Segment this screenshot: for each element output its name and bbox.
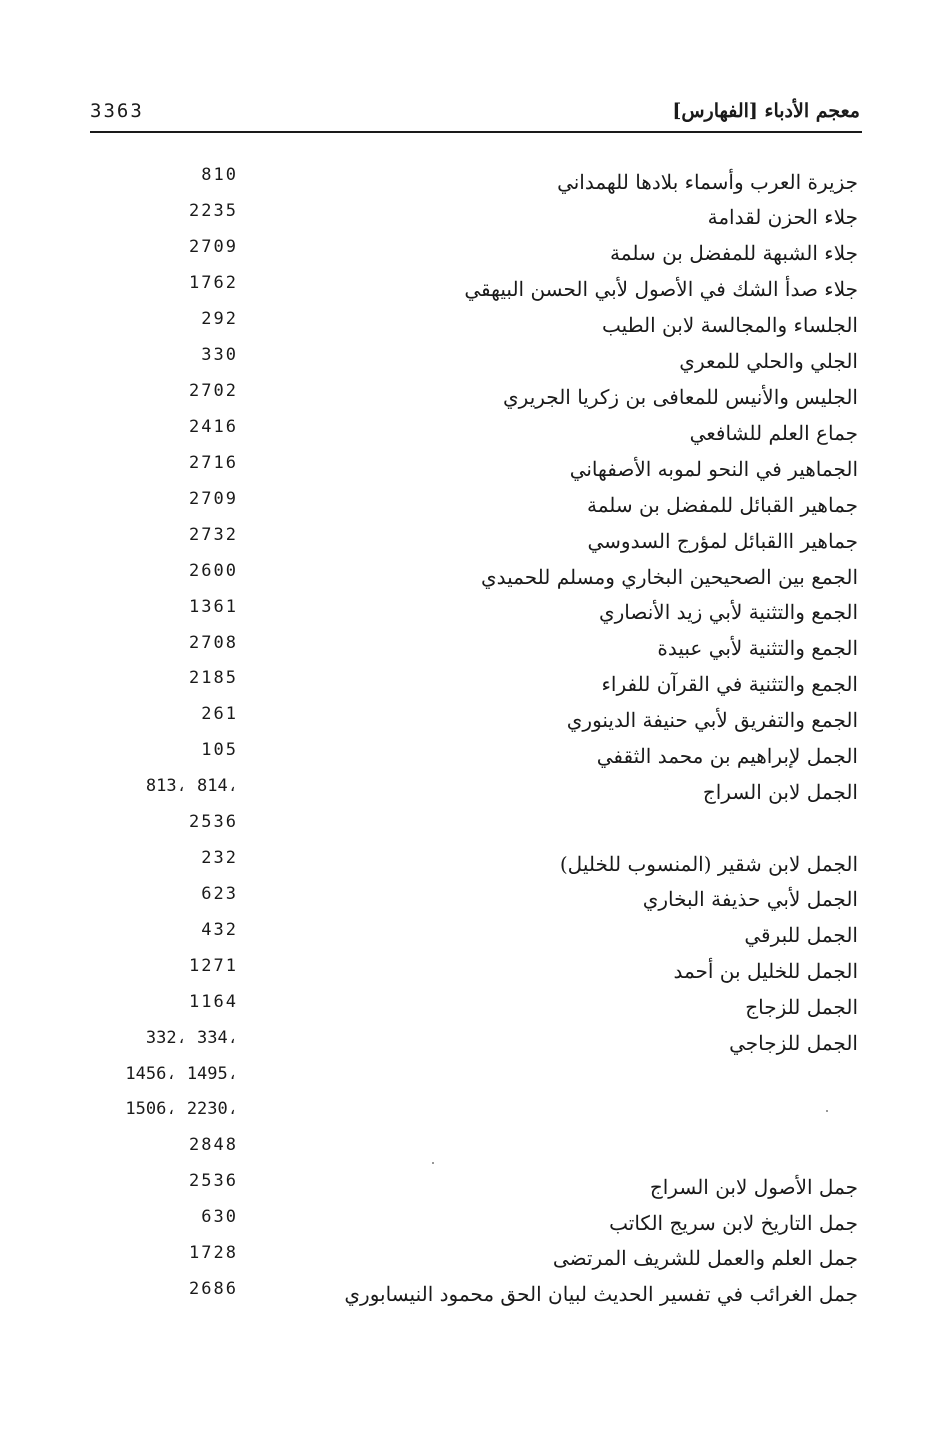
entry-pages: 1361 — [189, 597, 238, 617]
entry-title: الجمع والتثنية في القرآن للفراء — [601, 672, 858, 696]
entry-title: الجمع بين الصحيحين البخاري ومسلم للحميدي — [480, 565, 858, 589]
entry-pages: 2708 — [189, 633, 238, 653]
entry-title: الجمل لابن شقير (المنسوب للخليل) — [559, 852, 858, 876]
entry-pages: 1456، 1495، — [125, 1064, 238, 1084]
scan-speck — [826, 1110, 828, 1112]
entry-title: الجمع والتفريق لأبي حنيفة الدينوري — [566, 708, 858, 732]
entry-title: الجمع والتثنية لأبي عبيدة — [657, 636, 858, 660]
entry-pages: 261 — [201, 704, 238, 724]
entry-pages: 2702 — [189, 381, 238, 401]
entry-title: جلاء الشبهة للمفضل بن سلمة — [610, 241, 858, 265]
entry-pages: 2686 — [189, 1279, 238, 1299]
entry-pages: 105 — [201, 740, 238, 760]
entry-title: جمل العلم والعمل للشريف المرتضى — [552, 1246, 858, 1270]
entry-pages: 432 — [201, 920, 238, 940]
entry-title: جماهير القبائل للمفضل بن سلمة — [586, 493, 858, 517]
entry-pages: 2185 — [189, 668, 238, 688]
entry-title: جلاء الحزن لقدامة — [707, 205, 858, 229]
entry-title: الجمل للخليل بن أحمد — [673, 959, 858, 983]
entry-pages: 1164 — [189, 992, 238, 1012]
entry-pages: 332، 334، — [145, 1028, 238, 1048]
entry-title: جمل الغرائب في تفسير الحديث لبيان الحق محمود النيسابوري — [344, 1282, 858, 1306]
entry-title: الجمل لأبي حذيفة البخاري — [642, 887, 858, 911]
entry-pages: 2716 — [189, 453, 238, 473]
entry-pages: 630 — [201, 1207, 238, 1227]
entry-pages: 232 — [201, 848, 238, 868]
header-rule — [90, 131, 862, 133]
entry-title: الجلساء والمجالسة لابن الطيب — [601, 313, 858, 337]
entry-pages: 292 — [201, 309, 238, 329]
entry-pages: 2536 — [189, 1171, 238, 1191]
entry-title: الجلي والحلي للمعري — [679, 349, 858, 373]
entry-pages: 2536 — [189, 812, 238, 832]
entry-title: الجمل للزجاج — [745, 995, 858, 1019]
entry-title: جمل التاريخ لابن سريج الكاتب — [609, 1211, 858, 1235]
entry-pages: 2600 — [189, 561, 238, 581]
entry-pages: 2235 — [189, 201, 238, 221]
entry-title: الجمع والتثنية لأبي زيد الأنصاري — [598, 600, 858, 624]
entry-title: جزيرة العرب وأسماء بلادها للهمداني — [557, 170, 858, 194]
entry-pages: 813، 814، — [145, 776, 238, 796]
scan-speck — [432, 1162, 434, 1164]
entry-pages: 2709 — [189, 489, 238, 509]
entry-pages: 2848 — [189, 1135, 238, 1155]
entry-pages: 810 — [201, 165, 238, 185]
entry-title: جماع العلم للشافعي — [689, 421, 858, 445]
entry-pages: 330 — [201, 345, 238, 365]
entry-pages: 1762 — [189, 273, 238, 293]
entry-title: الجماهير في النحو لموبه الأصفهاني — [569, 457, 858, 481]
entry-pages: 1271 — [189, 956, 238, 976]
entry-title: جلاء صدأ الشك في الأصول لأبي الحسن البيهقي — [464, 277, 858, 301]
entry-title: جمل الأصول لابن السراج — [649, 1175, 858, 1199]
entry-title: جماهير االقبائل لمؤرج السدوسي — [587, 529, 858, 553]
running-title: معجم الأدباء [الفهارس] — [672, 100, 860, 122]
entry-pages: 2709 — [189, 237, 238, 257]
entry-title: الجمل لابن السراج — [702, 780, 858, 804]
entry-title: الجمل للزجاجي — [729, 1031, 858, 1055]
entry-pages: 1506، 2230، — [125, 1099, 238, 1119]
entry-pages: 1728 — [189, 1243, 238, 1263]
entry-pages: 2732 — [189, 525, 238, 545]
entry-title: الجمل لإبراهيم بن محمد الثقفي — [596, 744, 858, 768]
entry-pages: 2416 — [189, 417, 238, 437]
page-number: 3363 — [90, 100, 144, 122]
entry-title: الجمل للبرقي — [744, 923, 858, 947]
entry-pages: 623 — [201, 884, 238, 904]
entry-title: الجليس والأنيس للمعافى بن زكريا الجريري — [503, 385, 858, 409]
